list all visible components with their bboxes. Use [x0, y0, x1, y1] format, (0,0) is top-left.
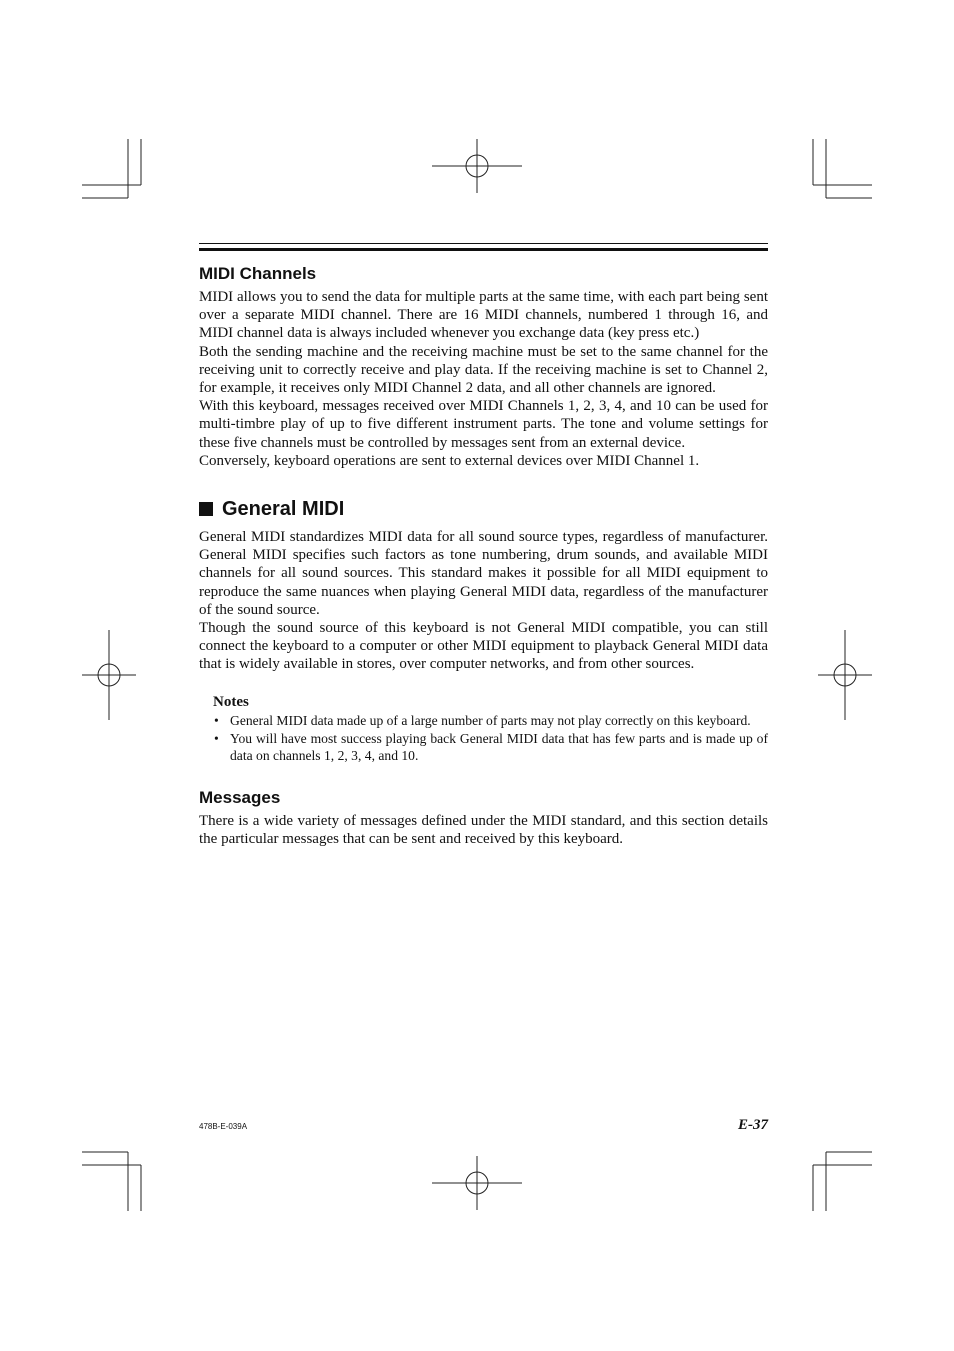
- paragraph: There is a wide variety of messages defined under the MIDI standard, and this section details the particular messages that can be sent and received by this keyboard.: [199, 812, 768, 847]
- section-heading-text: General MIDI: [222, 498, 345, 521]
- paragraph: With this keyboard, messages received over MIDI Channels 1, 2, 3, 4, and 10 can be used for multi-timbre play of up to five different instrument parts. The tone and volume settings for these five channels must be controlled by messages sent from an external device.: [199, 398, 768, 451]
- header-rule-thick: [199, 248, 768, 251]
- paragraph: Though the sound source of this keyboard is not General MIDI compatible, you can still connect the keyboard to a computer or other MIDI equipment to playback General MIDI data that is widely available in stores, over computer networks, and from other sources.: [199, 620, 768, 673]
- square-bullet-icon: [199, 502, 213, 516]
- paragraph: MIDI allows you to send the data for multiple parts at the same time, with each part being sent over a separate MIDI channel. There are 16 MIDI channels, numbered 1 through 16, and MIDI channel data is always included whenever you exchange data (key press etc.): [199, 289, 768, 342]
- paragraph: Conversely, keyboard operations are sent to external devices over MIDI Channel 1.: [199, 452, 700, 469]
- notes-list: [213, 712, 768, 765]
- notes-block: [213, 693, 768, 765]
- list-item: [213, 712, 768, 729]
- notes-title: Notes: [213, 693, 249, 710]
- paragraph: General MIDI standardizes MIDI data for all sound source types, regardless of manufacturer. General MIDI specifies such factors as tone numbering, drum sounds, and available MIDI channels for all sound sources. This standard makes it possible for all MIDI equipment to reproduce the same nuances when playing General MIDI data, regardless of the manufacturer of the sound source.: [199, 529, 768, 618]
- header-rule-thin: [199, 243, 768, 244]
- note-text: General MIDI data made up of a large number of parts may not play correctly on this keyboard.: [230, 712, 751, 728]
- paragraph: Both the sending machine and the receiving machine must be set to the same channel for the receiving unit to correctly receive and play data. If the receiving machine is set to Channel 2, for example, it receives only MIDI Channel 2 data, and all other channels are ignored.: [199, 343, 768, 397]
- page-number: E-37: [738, 1117, 768, 1133]
- document-code: 478B-E-039A: [199, 1122, 248, 1131]
- bullet-icon: •: [214, 730, 219, 746]
- bullet-icon: •: [214, 712, 219, 728]
- section-heading-midi-channels: MIDI Channels: [199, 264, 317, 283]
- note-text: You will have most success playing back General MIDI data that has few parts and is made up of data on channels 1, 2, 3, 4, and 10.: [230, 730, 768, 764]
- list-item: [213, 730, 768, 765]
- section-heading-general-midi: [199, 496, 768, 522]
- section-heading-messages: Messages: [199, 787, 281, 807]
- page-content: [199, 243, 768, 848]
